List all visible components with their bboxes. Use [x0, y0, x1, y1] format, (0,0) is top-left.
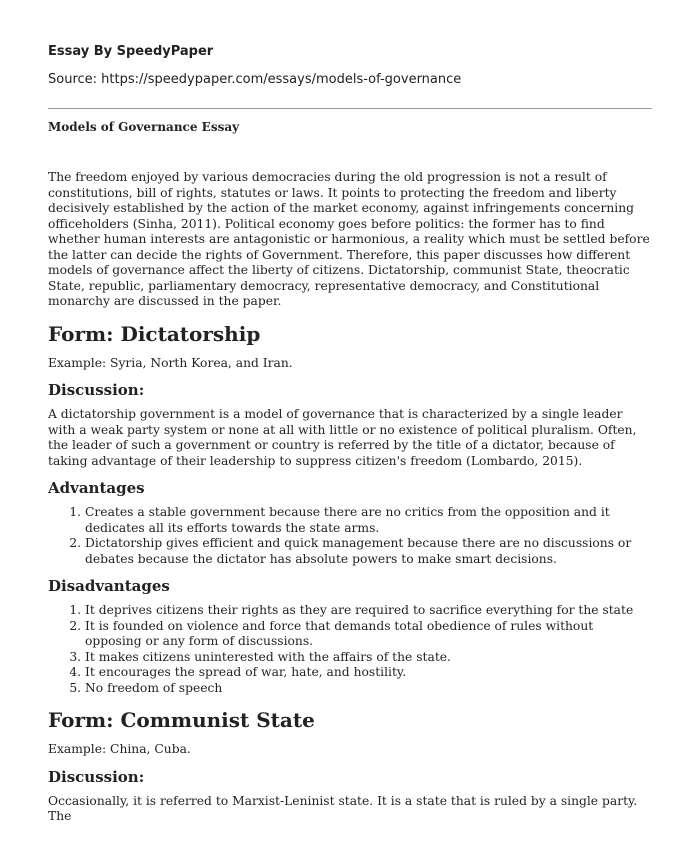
essay-body: [48, 170, 652, 825]
document-header-title: Essay By SpeedyPaper: [48, 44, 214, 59]
list-item: 4. It encourages the spread of war, hate, and hostility.: [85, 665, 652, 681]
list-item: 5. No freedom of speech: [85, 681, 652, 697]
header-divider: [48, 108, 652, 109]
essay-title: Models of Governance Essay: [48, 120, 240, 134]
document-source: Source: https://speedypaper.com/essays/models-of-governance: [48, 72, 462, 87]
list-item: 2. It is founded on violence and force that demands total obedience of rules without opposing or any form of discussions.: [85, 619, 652, 650]
list-item: 1. It deprives citizens their rights as they are required to sacrifice everything for the state: [85, 603, 652, 619]
section-heading-communist-state: Form: Communist State: [48, 708, 315, 732]
list-item: 1. Creates a stable government because there are no critics from the opposition and it dedicates all its efforts towards the state arms.: [85, 505, 652, 536]
communist-example: Example: China, Cuba.: [48, 742, 191, 756]
disadvantages-heading: Disadvantages: [48, 577, 170, 595]
intro-paragraph: The freedom enjoyed by various democracies during the old progression is not a result of constitutions, bill of rights, statutes or laws. It points to protecting the freedom and liberty decisively established by the action of the market economy, against infringements concerning officeholders (Sinha, 2011). Political economy goes before politics: the former has to find whether human interests are antagonistic or harmonious, a reality which must be settled before the latter can decide the rights of Government. Therefore, this paper discusses how different models of governance affect the liberty of citizens. Dictatorship, communist State, theocratic State, republic, parliamentary democracy, representative democracy, and Constitutional monarchy are discussed in the paper.: [48, 170, 650, 308]
communist-discussion: Occasionally, it is referred to Marxist-Leninist state. It is a state that is ruled by a single party. The: [48, 793, 638, 823]
disadvantages-list: [48, 603, 652, 696]
communist-discussion-heading: Discussion:: [48, 767, 145, 786]
section-heading-dictatorship: Form: Dictatorship: [48, 321, 261, 346]
dictatorship-discussion-heading: Discussion:: [48, 381, 145, 399]
list-item: 3. It makes citizens uninterested with the affairs of the state.: [85, 650, 652, 666]
advantages-list: [48, 505, 652, 567]
dictatorship-discussion: A dictatorship government is a model of governance that is characterized by a single leader with a weak party system or none at all with little or no existence of political pluralism. Often, the leader of such a government or country is referred by the title of a dictator, because of taking advantage of their leadership to suppress citizen's freedom (Lombardo, 2015).: [48, 407, 637, 468]
advantages-heading: Advantages: [48, 479, 145, 497]
dictatorship-example: Example: Syria, North Korea, and Iran.: [48, 355, 293, 370]
list-item: 2. Dictatorship gives efficient and quick management because there are no discussions or debates because the dictator has absolute powers to make smart decisions.: [85, 536, 652, 567]
